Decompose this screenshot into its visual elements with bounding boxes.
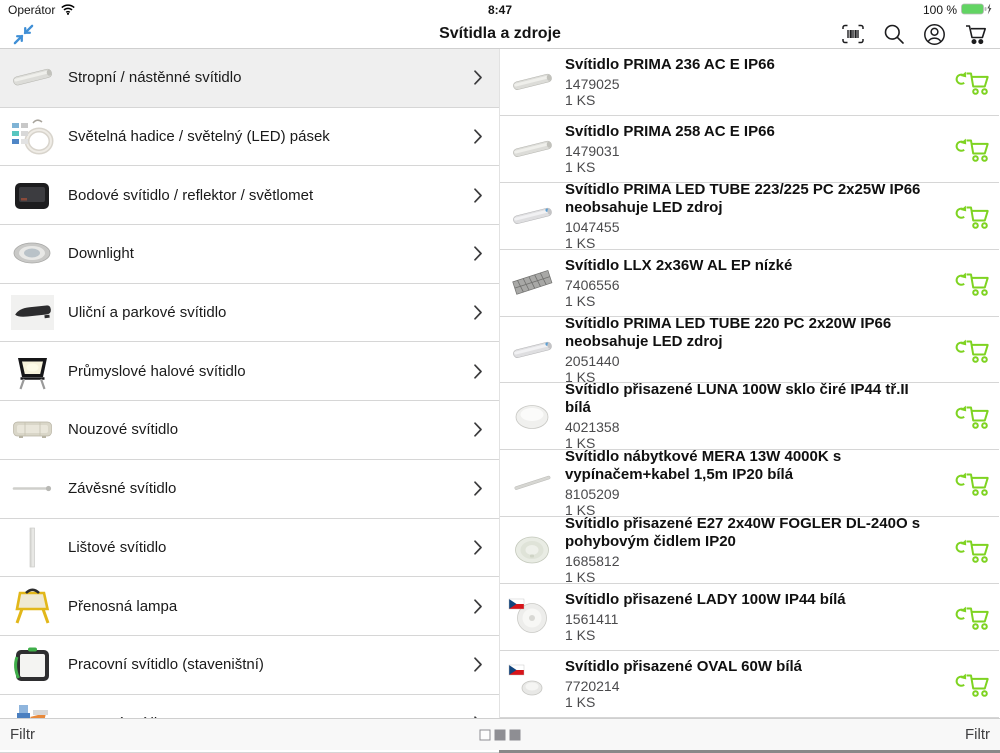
sidebar-item-label: Přenosná lampa [68, 597, 178, 615]
page-dot-3[interactable] [510, 729, 521, 740]
chevron-right-icon [473, 539, 483, 556]
product-info [565, 515, 941, 585]
track-light-icon [10, 525, 55, 570]
clock: 8:47 [487, 3, 513, 17]
filter-button-left[interactable]: Filtr [10, 726, 35, 743]
product-code: 8105209 [565, 486, 620, 503]
sidebar-item-label: Pracovní svítidlo (staveništní) [68, 656, 264, 674]
sidebar-item-label: Nouzové svítidlo [68, 421, 179, 439]
category-sidebar [0, 49, 500, 718]
product-code: 7406556 [565, 276, 620, 293]
add-to-cart-button[interactable] [951, 536, 993, 564]
product-title: Svítidlo přisazené OVAL 60W bílá [565, 657, 803, 675]
sidebar-item-prumyslove-halove-svitidlo[interactable] [0, 342, 499, 401]
chevron-right-icon [473, 421, 483, 438]
chevron-right-icon [473, 656, 483, 673]
sidebar-item-listove-svitidlo[interactable] [0, 519, 499, 578]
product-quantity: 1 KS [565, 234, 596, 251]
add-to-cart-button[interactable] [951, 336, 993, 364]
emergency-light-icon [10, 407, 55, 452]
downlight-icon [10, 231, 55, 276]
barcode-scanner-icon[interactable] [841, 23, 865, 45]
product-title: Svítidlo PRIMA LED TUBE 220 PC 2x20W IP66 neobsahuje LED zdroj [565, 314, 892, 350]
chevron-right-icon [473, 128, 483, 145]
product-code: 1561411 [565, 611, 619, 628]
nav-bar [0, 20, 1000, 49]
halo-flood-icon [10, 349, 55, 394]
product-quantity: 1 KS [565, 627, 596, 644]
product-code: 1479031 [565, 142, 620, 159]
sidebar-item-svetelna-hadice-svetelny-led-pasek[interactable] [0, 108, 499, 167]
sidebar-item-downlight[interactable] [0, 225, 499, 284]
add-to-cart-button[interactable] [951, 670, 993, 698]
chevron-right-icon [473, 480, 483, 497]
add-to-cart-button[interactable] [951, 402, 993, 430]
bottom-toolbar [0, 718, 1000, 750]
tube-light-led-icon [510, 327, 555, 372]
product-code: 1479025 [565, 75, 620, 92]
profile-icon[interactable] [923, 23, 946, 46]
product-quantity: 1 KS [565, 569, 596, 586]
tube-light-icon [510, 126, 555, 171]
product-title: Svítidlo LLX 2x36W AL EP nízké [565, 256, 793, 274]
product-row-1479031[interactable] [500, 116, 999, 183]
carrier-label: Operátor [8, 3, 56, 17]
page-dot-1[interactable] [480, 729, 491, 740]
sidebar-item-ulicni-a-parkove-svitidlo[interactable] [0, 284, 499, 343]
tube-light-led-icon [510, 193, 555, 238]
sidebar-item-label: Downlight [68, 245, 134, 263]
sidebar-item-label: Světelná hadice / světelný (LED) pásek [68, 128, 330, 146]
product-code: 1685812 [565, 553, 620, 570]
add-to-cart-button[interactable] [951, 603, 993, 631]
product-list [500, 49, 999, 718]
product-quantity: 1 KS [565, 158, 596, 175]
add-to-cart-button[interactable] [951, 135, 993, 163]
led-strip-icon [10, 114, 55, 159]
oval-light-icon [510, 661, 555, 706]
add-to-cart-icon [953, 402, 991, 430]
flood-front-icon [10, 173, 55, 218]
sidebar-item-bodove-svitidlo-reflektor-svetlomet[interactable] [0, 166, 499, 225]
round-light-icon [510, 595, 555, 640]
czech-flag-icon [509, 596, 524, 614]
product-row-7406556[interactable] [500, 250, 999, 317]
sidebar-item-label: Uliční a parkové svítidlo [68, 304, 227, 322]
add-to-cart-button[interactable] [951, 469, 993, 497]
product-row-1479025[interactable] [500, 49, 999, 116]
page-dot-2[interactable] [495, 729, 506, 740]
product-code: 1047455 [565, 218, 620, 235]
tube-light-icon [510, 59, 555, 104]
product-info [565, 315, 941, 385]
add-to-cart-button[interactable] [951, 68, 993, 96]
street-light-icon [10, 290, 55, 335]
sidebar-item-label: Bodové svítidlo / reflektor / světlomet [68, 186, 314, 204]
filter-button-right[interactable]: Filtr [965, 726, 990, 743]
product-code: 7720214 [565, 677, 620, 694]
slim-light-icon [510, 461, 555, 506]
sidebar-item-label: Lištové svítidlo [68, 538, 167, 556]
add-to-cart-icon [953, 135, 991, 163]
product-quantity: 1 KS [565, 693, 596, 710]
add-to-cart-button[interactable] [951, 202, 993, 230]
product-title: Svítidlo PRIMA 236 AC E IP66 [565, 55, 775, 73]
search-icon[interactable] [883, 23, 905, 45]
sidebar-item-zavesne-svitidlo[interactable] [0, 460, 499, 519]
add-to-cart-button[interactable] [951, 269, 993, 297]
product-title: Svítidlo nábytkové MERA 13W 4000K s vypínačem+kabel 1,5m IP20 bílá [565, 448, 842, 484]
sidebar-item-stropni-nastenne-svitidlo[interactable] [0, 49, 499, 108]
chevron-right-icon [473, 245, 483, 262]
sensor-light-icon [510, 528, 555, 573]
chevron-right-icon [473, 304, 483, 321]
collapse-arrows-icon[interactable] [12, 23, 35, 46]
product-quantity: 1 KS [565, 91, 596, 108]
product-title: Svítidlo PRIMA 258 AC E IP66 [565, 122, 775, 140]
status-bar [0, 0, 1000, 20]
batten-light-icon [10, 55, 55, 100]
page-title: Svítidla a zdroje [439, 25, 561, 42]
pendant-light-icon [10, 466, 55, 511]
product-code: 4021358 [565, 419, 620, 436]
product-row-2051440[interactable] [500, 314, 999, 385]
product-info [565, 56, 941, 108]
chevron-right-icon [473, 69, 483, 86]
add-to-cart-icon [953, 68, 991, 96]
portable-lamp-icon [10, 584, 55, 629]
product-title: Svítidlo PRIMA LED TUBE 223/225 PC 2x25W IP66 neobsahuje LED zdroj [565, 180, 921, 216]
page-indicator [480, 729, 521, 740]
add-to-cart-icon [953, 603, 991, 631]
cart-icon[interactable] [964, 23, 988, 45]
content-area [0, 49, 1000, 718]
add-to-cart-icon [953, 202, 991, 230]
product-row-1561411[interactable] [500, 584, 999, 651]
product-row-1047455[interactable] [500, 180, 999, 251]
add-to-cart-icon [953, 336, 991, 364]
product-info [565, 381, 941, 451]
product-title: Svítidlo přisazené LUNA 100W sklo čiré IP44 tř.II bílá [565, 381, 909, 417]
product-quantity: 1 KS [565, 502, 596, 519]
product-info [565, 591, 941, 643]
work-light-icon [10, 642, 55, 687]
sidebar-item-label: Stropní / nástěnné svítidlo [68, 69, 242, 87]
product-info [565, 257, 941, 309]
add-to-cart-icon [953, 269, 991, 297]
sidebar-item-pracovni-svitidlo-stavenistni[interactable] [0, 636, 499, 695]
czech-flag-icon [509, 662, 524, 680]
product-row-8105209[interactable] [500, 450, 999, 517]
add-to-cart-icon [953, 670, 991, 698]
battery-percent-label: 100 % [922, 3, 957, 17]
product-quantity: 1 KS [565, 292, 596, 309]
product-info [565, 181, 941, 251]
sidebar-item-prenosna-lampa[interactable] [0, 577, 499, 636]
chevron-right-icon [473, 598, 483, 615]
chevron-right-icon [473, 363, 483, 380]
sidebar-item-label: Průmyslové halové svítidlo [68, 362, 246, 380]
dome-light-icon [510, 394, 555, 439]
sidebar-item-label: Závěsné svítidlo [68, 480, 177, 498]
product-quantity: 1 KS [565, 435, 596, 452]
product-row-1685812[interactable] [500, 517, 999, 584]
product-code: 2051440 [565, 352, 620, 369]
sidebar-item-nouzove-svitidlo[interactable] [0, 401, 499, 460]
product-info [565, 658, 941, 710]
product-info [565, 448, 941, 518]
chevron-right-icon [473, 187, 483, 204]
product-title: Svítidlo přisazené E27 2x40W FOGLER DL-240O s pohybovým čidlem IP20 [565, 515, 921, 551]
add-to-cart-icon [953, 536, 991, 564]
product-row-7720214[interactable] [500, 651, 999, 718]
product-info [565, 123, 941, 175]
add-to-cart-icon [953, 469, 991, 497]
product-title: Svítidlo přisazené LADY 100W IP44 bílá [565, 591, 846, 609]
product-row-4021358[interactable] [500, 383, 999, 450]
louvre-light-icon [510, 260, 555, 305]
product-quantity: 1 KS [565, 368, 596, 385]
